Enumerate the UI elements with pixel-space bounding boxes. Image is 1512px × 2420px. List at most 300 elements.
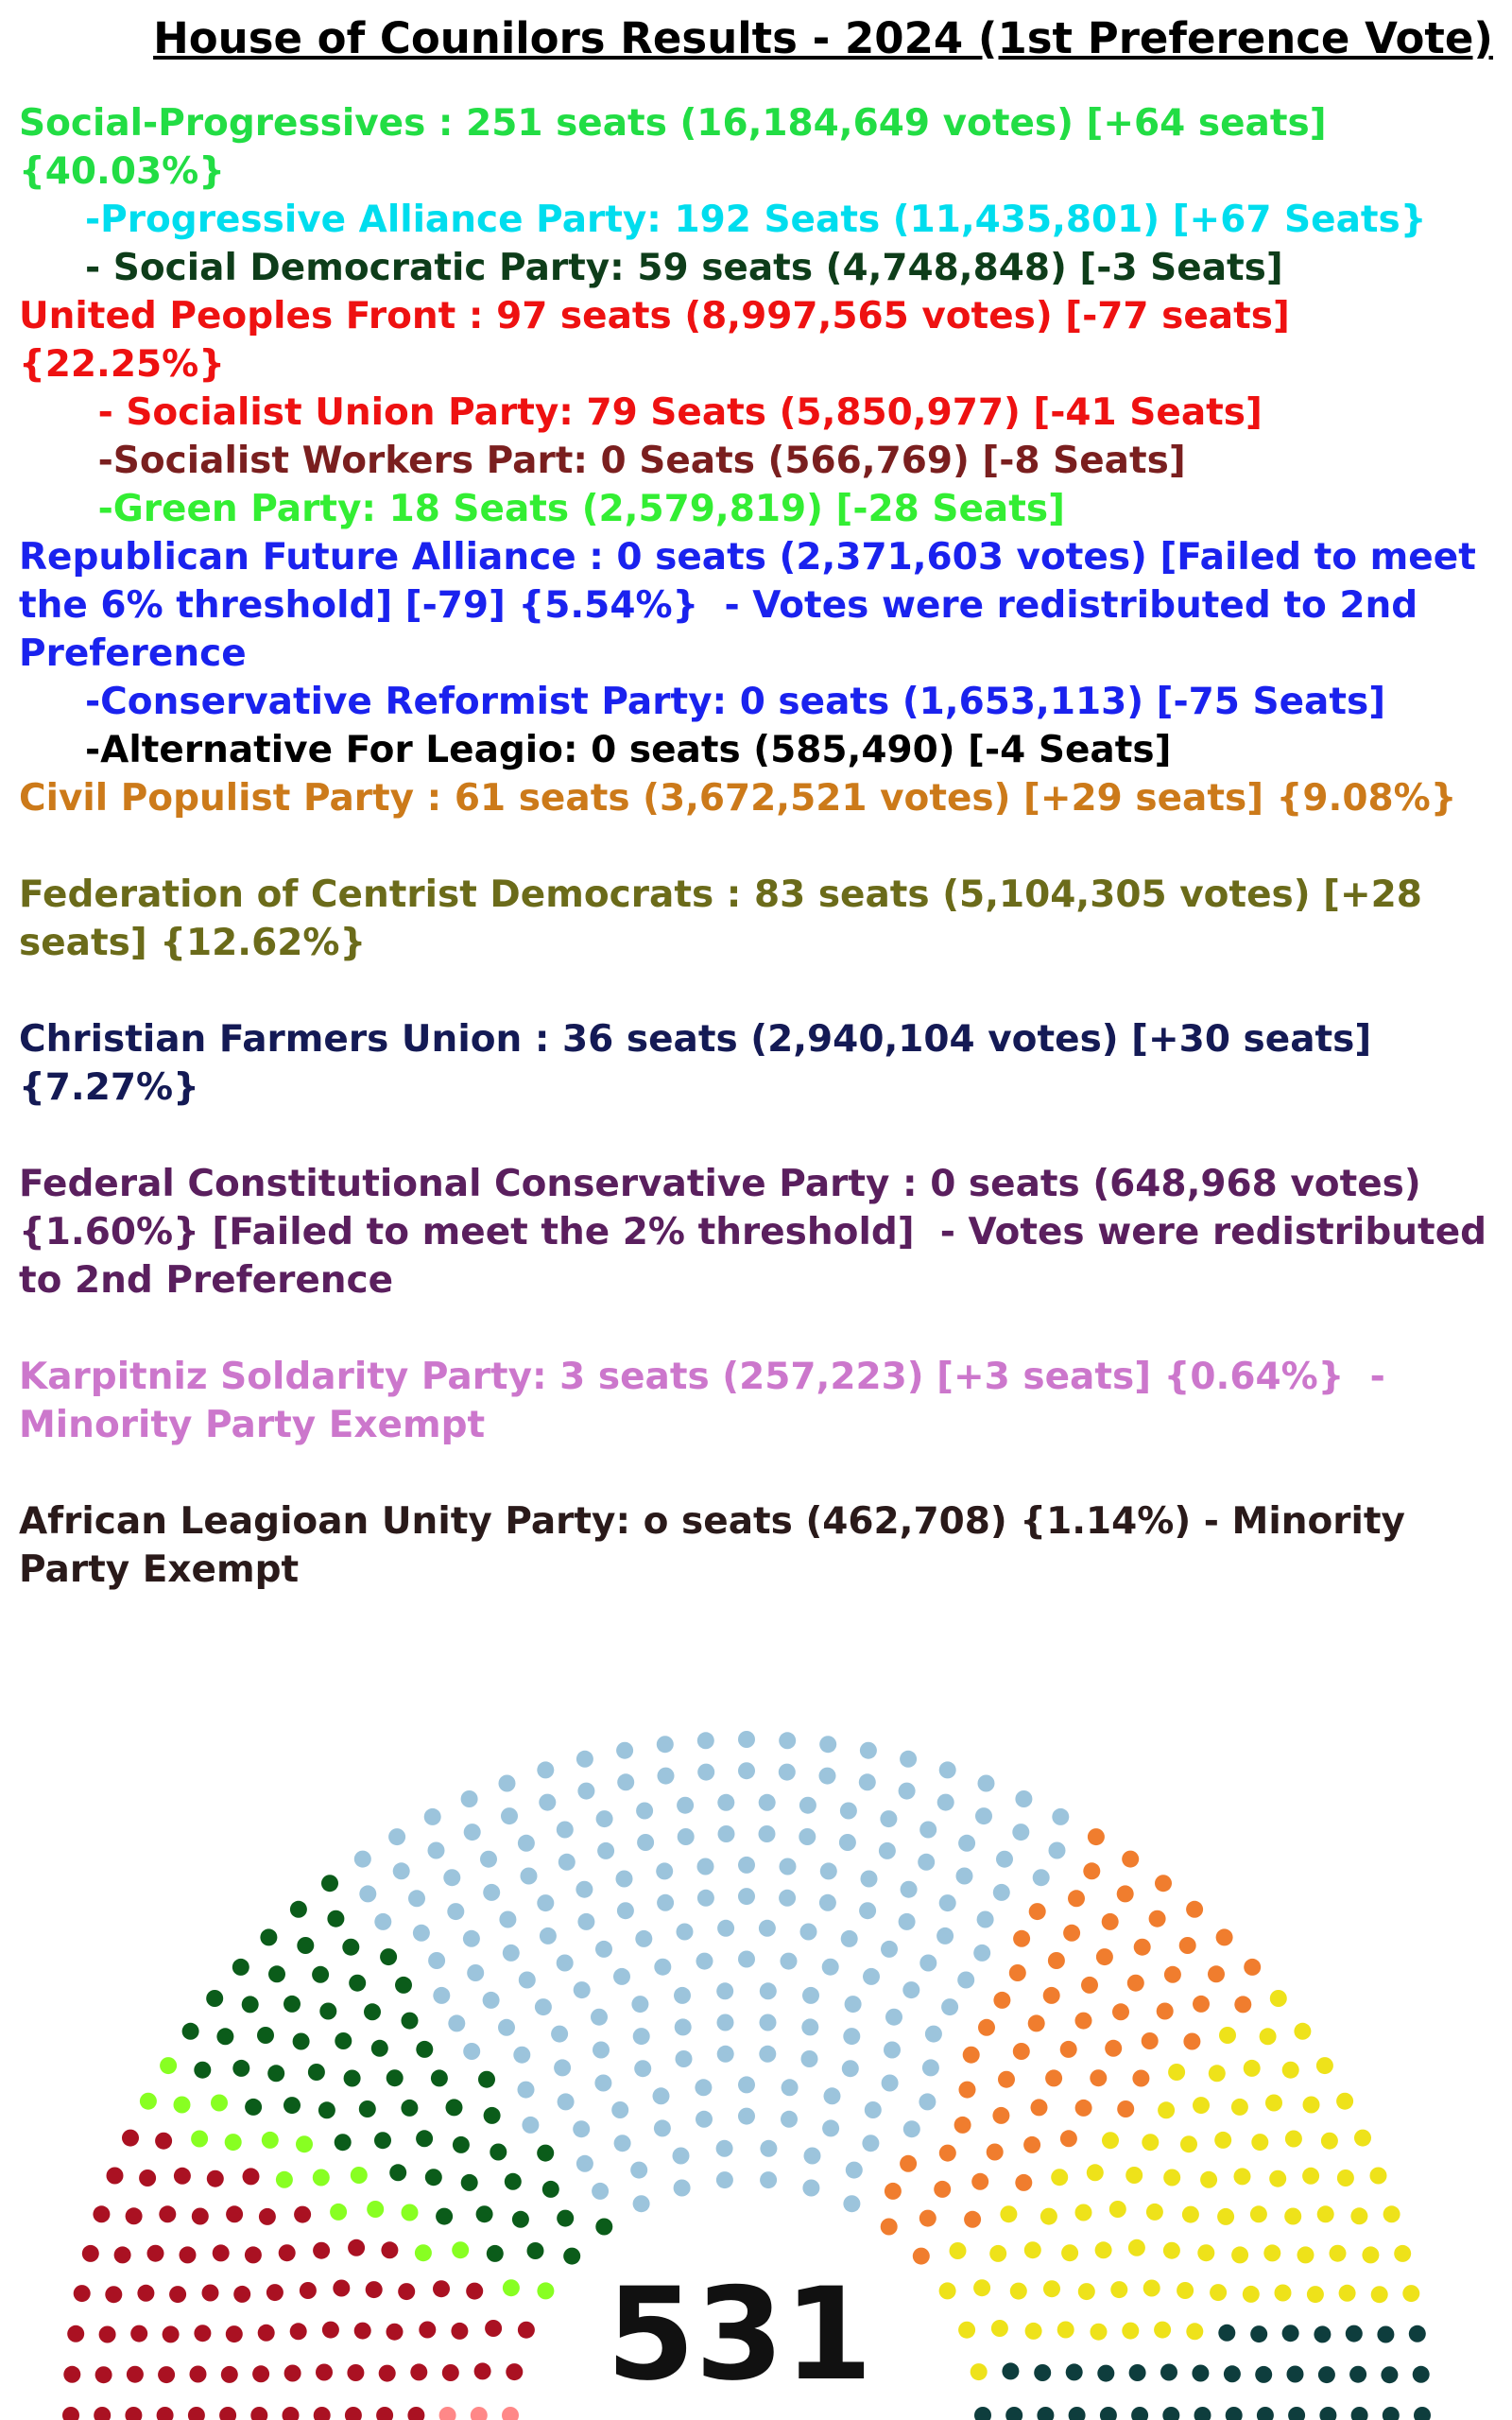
seat-dot — [1090, 2069, 1107, 2086]
seat-dot — [342, 1939, 359, 1956]
seat-dot — [348, 2239, 365, 2256]
seat-dot — [554, 2059, 571, 2076]
seat-dot — [593, 2042, 610, 2059]
seat-dot — [1168, 2064, 1185, 2081]
spacer — [19, 1112, 1503, 1160]
seat-dot — [843, 2195, 860, 2212]
seat-dot — [993, 1992, 1010, 2009]
seat-dot — [557, 2210, 574, 2227]
seat-dot — [577, 1783, 594, 1800]
seat-dot — [259, 2208, 276, 2225]
seat-dot — [592, 2183, 609, 2200]
seat-dot — [594, 2075, 611, 2092]
seat-dot — [1049, 1842, 1066, 1859]
seat-dot — [499, 1775, 516, 1792]
seat-dot — [371, 2040, 388, 2057]
seat-dot — [824, 2087, 841, 2104]
seat-dot — [1269, 2170, 1286, 2187]
seat-dot — [1081, 1977, 1098, 1994]
seat-dot — [424, 1808, 441, 1825]
seat-dot — [654, 2119, 671, 2136]
seat-dot — [330, 2204, 347, 2221]
seat-dot — [537, 2145, 554, 2162]
seat-dot — [799, 1797, 816, 1814]
seat-dot — [950, 2242, 967, 2259]
seat-dot — [978, 1775, 995, 1792]
seat-dot — [1182, 2206, 1199, 2223]
seat-dot — [936, 1927, 954, 1945]
seat-dot — [1155, 1875, 1172, 1892]
seat-dot — [677, 1797, 694, 1814]
seat-dot — [839, 1834, 856, 1851]
seat-dot — [476, 2205, 493, 2222]
sub-party-result: -Green Party: 18 Seats (2,579,819) [-28 Seats] — [85, 488, 1065, 530]
seat-dot — [576, 1881, 593, 1898]
seat-dot — [519, 1972, 536, 1989]
seat-dot — [1234, 1996, 1251, 2013]
seat-dot — [1316, 2057, 1333, 2074]
seat-dot — [503, 1945, 520, 1962]
seat-dot — [518, 2082, 535, 2099]
seat-dot — [174, 2097, 191, 2114]
seat-dot — [879, 1842, 896, 1859]
seat-dot — [845, 1996, 862, 2013]
party-result: Civil Populist Party : 61 seats (3,672,521 votes) [+29 seats] {9.08%} — [19, 777, 1457, 820]
seat-dot — [260, 1928, 277, 1945]
seat-dot — [654, 1959, 671, 1976]
seat-dot — [1383, 2205, 1400, 2222]
seat-dot — [925, 2026, 942, 2043]
seat-dot — [467, 1964, 484, 1981]
results-list — [19, 99, 1503, 1594]
seat-dot — [634, 2060, 651, 2077]
seat-dot — [1317, 2205, 1334, 2222]
seat-dot — [160, 2057, 177, 2074]
seat-dot — [899, 1783, 916, 1800]
spacer — [19, 1305, 1503, 1353]
seat-dot — [697, 1858, 714, 1876]
seat-dot — [296, 2135, 313, 2152]
spacer — [19, 1449, 1503, 1497]
seat-dot — [717, 2014, 734, 2031]
seat-dot — [919, 2210, 936, 2227]
seat-dot — [841, 1930, 858, 1947]
seat-dot — [1134, 1939, 1151, 1956]
seat-dot — [527, 2242, 544, 2259]
seat-dot — [822, 1959, 839, 1976]
seat-dot — [958, 1835, 975, 1852]
seat-dot — [1350, 2207, 1367, 2224]
seat-dot — [738, 1888, 755, 1905]
seat-dot — [992, 2107, 1009, 2124]
seat-dot — [718, 1825, 735, 1842]
seat-dot — [1075, 2013, 1092, 2030]
seat-dot — [308, 2064, 325, 2081]
seat-dot — [389, 2164, 406, 2181]
seat-dot — [499, 1911, 516, 1928]
seat-dot — [717, 2046, 734, 2063]
seat-dot — [881, 2219, 898, 2236]
seat-dot — [738, 1762, 755, 1779]
seat-dot — [1354, 2130, 1371, 2147]
seat-dot — [779, 1732, 796, 1749]
seat-dot — [843, 2028, 860, 2045]
party-result: United Peoples Front : 97 seats (8,997,565 votes) [-77 seats] {22.25%} — [19, 295, 1303, 386]
seat-dot — [657, 1894, 674, 1911]
seat-dot — [107, 2168, 124, 2185]
seat-dot — [501, 1807, 518, 1824]
seat-dot — [1251, 2134, 1268, 2151]
seat-dot — [760, 2140, 777, 2157]
seat-dot — [257, 2027, 274, 2044]
seat-dot — [656, 1862, 673, 1879]
seat-dot — [859, 1902, 876, 1919]
seat-dot — [987, 2144, 1004, 2161]
seat-dot — [799, 1828, 816, 1845]
seat-dot — [1285, 2131, 1302, 2148]
seat-dot — [537, 1761, 554, 1778]
seat-dot — [268, 1965, 285, 1982]
seat-dot — [900, 1751, 917, 1768]
seat-dot — [276, 2171, 293, 2188]
seat-dot — [93, 2205, 110, 2222]
seat-dot — [939, 2145, 956, 2162]
seat-dot — [1186, 1901, 1203, 1918]
seat-dot — [1214, 2132, 1231, 2149]
seat-dot — [963, 2047, 980, 2064]
seat-dot — [126, 2207, 143, 2224]
seat-dot — [633, 2195, 650, 2212]
seat-dot — [1060, 2130, 1077, 2147]
seat-dot — [716, 1982, 733, 1999]
seat-dot — [1142, 2032, 1159, 2049]
seat-dot — [207, 2170, 224, 2187]
seat-dot — [428, 1842, 445, 1859]
seat-dot — [697, 1764, 714, 1781]
seat-dot — [1051, 2169, 1068, 2186]
seat-dot — [759, 2046, 776, 2063]
seat-dot — [1028, 2014, 1045, 2031]
seat-dot — [539, 1794, 556, 1811]
seat-dot — [558, 1854, 576, 1871]
seat-dot — [335, 2032, 352, 2049]
seat-dot — [359, 2100, 376, 2118]
seat-dot — [447, 1903, 464, 1920]
seat-dot — [860, 1742, 877, 1759]
seat-dot — [192, 2208, 209, 2225]
seat-dot — [1244, 1959, 1261, 1976]
seat-dot — [616, 1871, 633, 1888]
seat-dot — [1370, 2168, 1387, 2185]
seat-dot — [297, 1937, 314, 1954]
seat-dot — [697, 1732, 714, 1749]
seat-dot — [245, 2099, 262, 2116]
seat-dot — [861, 1871, 878, 1888]
seat-dot — [738, 2108, 755, 2125]
seat-dot — [1216, 1928, 1233, 1945]
seat-dot — [416, 2041, 433, 2058]
seat-dot — [1013, 1930, 1030, 1947]
seat-dot — [364, 2003, 381, 2020]
seat-dot — [1102, 1913, 1119, 1930]
seat-dot — [902, 1981, 919, 1998]
seat-dot — [573, 2120, 590, 2137]
seat-dot — [393, 1862, 410, 1879]
seat-dot — [537, 1894, 554, 1911]
seat-dot — [674, 1987, 691, 2004]
seat-dot — [631, 1996, 648, 2013]
seat-dot — [1024, 2241, 1041, 2258]
seat-dot — [242, 1996, 259, 2013]
seat-dot — [759, 1920, 776, 1937]
seat-dot — [1102, 2132, 1119, 2149]
seat-dot — [901, 1881, 918, 1898]
seat-dot — [401, 2100, 418, 2117]
seat-dot — [313, 2242, 330, 2259]
seat-dot — [597, 1842, 614, 1859]
seat-dot — [216, 2028, 233, 2045]
seat-dot — [542, 2181, 559, 2198]
seat-dot — [387, 2069, 404, 2086]
seat-dot — [717, 1794, 734, 1811]
seat-dot — [577, 1913, 594, 1930]
seat-dot — [558, 2093, 575, 2110]
seat-dot — [591, 2009, 608, 2026]
seat-dot — [696, 1953, 713, 1970]
seat-dot — [802, 1987, 819, 2004]
seat-dot — [1337, 2169, 1354, 2187]
seat-dot — [880, 1810, 897, 1827]
seat-dot — [846, 2162, 863, 2179]
seat-dot — [226, 2205, 243, 2222]
seat-dot — [840, 1803, 857, 1820]
seat-dot — [1179, 1937, 1196, 1954]
seat-dot — [490, 2144, 507, 2161]
seat-dot — [1128, 2239, 1145, 2256]
seat-dot — [461, 1790, 478, 1807]
seat-dot — [428, 1952, 445, 1969]
seat-dot — [596, 1810, 613, 1827]
seat-dot — [446, 2099, 463, 2116]
seat-dot — [535, 1998, 552, 2015]
seat-dot — [1075, 2100, 1092, 2117]
seat-dot — [478, 2071, 495, 2088]
seat-dot — [779, 1764, 796, 1781]
seat-dot — [964, 2211, 981, 2228]
seat-dot — [802, 2180, 819, 2197]
seat-dot — [463, 1930, 480, 1947]
seat-dot — [616, 1742, 633, 1759]
seat-dot — [321, 1875, 338, 1892]
seat-dot — [738, 1951, 755, 1968]
seat-dot — [395, 1977, 412, 1994]
seat-dot — [1068, 1890, 1085, 1907]
seat-dot — [1109, 2201, 1126, 2218]
seat-dot — [716, 2171, 733, 2188]
seat-dot — [359, 1885, 376, 1902]
seat-dot — [804, 2148, 821, 2165]
party-result: Republican Future Alliance : 0 seats (2,371,603 votes) [Failed to meet the 6% threshold] [-79] {5.54%} - Votes were redistributed to 2nd Preference — [19, 536, 1489, 675]
seat-dot — [1045, 2069, 1062, 2086]
seat-dot — [483, 1884, 500, 1901]
seat-dot — [696, 2111, 713, 2128]
seat-dot — [367, 2201, 384, 2218]
seat-dot — [673, 2148, 690, 2165]
seat-dot — [443, 1869, 460, 1886]
seat-dot — [760, 1982, 777, 1999]
sub-party-result: -Conservative Reformist Party: 0 seats (1,653,113) [-75 Seats] — [85, 681, 1386, 723]
seat-dot — [595, 1941, 612, 1958]
seat-dot — [697, 1890, 714, 1907]
seat-dot — [484, 2107, 501, 2124]
seat-dot — [312, 1966, 329, 1983]
seat-dot — [1033, 1869, 1050, 1886]
seat-dot — [155, 2133, 172, 2150]
seat-dot — [522, 2117, 539, 2134]
seat-dot — [284, 1996, 301, 2013]
seat-dot — [513, 2047, 530, 2064]
seat-dot — [557, 1955, 574, 1972]
seat-dot — [483, 1992, 500, 2009]
seat-dot — [1083, 1862, 1100, 1879]
seat-dot — [267, 2065, 284, 2082]
seat-dot — [617, 1902, 634, 1919]
seat-dot — [998, 2071, 1015, 2088]
seat-dot — [1052, 1808, 1069, 1825]
seat-dot — [1117, 2100, 1134, 2118]
seat-dot — [630, 2162, 647, 2179]
seat-dot — [388, 1828, 405, 1845]
sub-party-result: -Socialist Workers Part: 0 Seats (566,769) [-8 Seats] — [85, 440, 1186, 482]
seat-dot — [819, 1736, 836, 1753]
seat-dot — [1105, 2040, 1122, 2057]
seat-dot — [574, 1981, 591, 1998]
seat-dot — [1219, 2027, 1236, 2044]
seat-dot — [595, 2219, 612, 2236]
seat-dot — [780, 1858, 797, 1876]
seat-dot — [1244, 2060, 1261, 2077]
sub-party-result: -Alternative For Leagio: 0 seats (585,490) [-4 Seats] — [85, 729, 1172, 771]
seat-dot — [934, 2181, 951, 2198]
seat-dot — [614, 2135, 631, 2152]
seat-dot — [1125, 2167, 1143, 2184]
seat-dot — [738, 1731, 755, 1748]
seat-dot — [211, 2095, 228, 2112]
seat-dot — [1270, 1990, 1287, 2007]
seat-dot — [139, 2169, 156, 2187]
seat-dot — [633, 2028, 650, 2045]
seat-dot — [436, 2208, 453, 2225]
seat-dot — [993, 1884, 1010, 1901]
seat-dot — [232, 1959, 249, 1976]
seat-dot — [576, 2155, 593, 2172]
seat-dot — [759, 1825, 776, 1842]
seat-dot — [453, 2136, 470, 2153]
seat-dot — [1284, 2208, 1301, 2225]
seat-dot — [919, 2093, 936, 2110]
seat-dot — [800, 1924, 817, 1941]
seat-dot — [885, 2009, 902, 2026]
seat-dot — [480, 1851, 497, 1868]
seat-dot — [819, 1768, 836, 1785]
seat-dot — [919, 1822, 936, 1839]
seat-dot — [354, 1851, 371, 1868]
seat-dot — [1122, 1851, 1139, 1868]
seat-dot — [676, 2050, 693, 2067]
seat-dot — [290, 1901, 307, 1918]
seat-dot — [1095, 2241, 1112, 2258]
seat-dot — [1183, 2033, 1200, 2050]
seat-dot — [1015, 1790, 1032, 1807]
seat-dot — [431, 2069, 448, 2086]
seat-dot — [318, 2101, 335, 2118]
seat-dot — [842, 2060, 859, 2077]
seat-dot — [1193, 1996, 1210, 2013]
seat-dot — [1146, 2204, 1163, 2221]
seat-dot — [461, 2174, 478, 2191]
seat-dot — [1265, 2095, 1282, 2112]
seat-dot — [859, 1773, 876, 1790]
seat-dot — [521, 1868, 538, 1885]
seat-dot — [1149, 1910, 1166, 1927]
seat-dot — [1142, 2134, 1159, 2151]
seat-dot — [498, 2019, 515, 2036]
seat-dot — [801, 2018, 818, 2035]
seat-dot — [781, 1953, 798, 1970]
seat-dot — [954, 2117, 971, 2134]
seat-dot — [918, 1854, 935, 1871]
party-result: Social-Progressives : 251 seats (16,184,649 votes) [+64 seats] {40.03%} — [19, 102, 1340, 193]
seat-dot — [941, 1998, 958, 2015]
spacer — [19, 822, 1503, 871]
seat-dot — [464, 1824, 481, 1841]
seat-dot — [716, 2140, 733, 2157]
seat-dot — [617, 1773, 634, 1790]
seat-dot — [822, 2119, 839, 2136]
total-seats: 531 — [606, 2260, 873, 2409]
seat-dot — [1063, 1925, 1080, 1942]
seat-dot — [1200, 2171, 1217, 2188]
seat-dot — [973, 1945, 990, 1962]
seat-dot — [613, 1968, 630, 1985]
seat-dot — [760, 2171, 777, 2188]
seat-dot — [900, 2155, 917, 2172]
seat-dot — [448, 2014, 465, 2031]
seat-dot — [1117, 1885, 1134, 1902]
seat-dot — [1132, 2070, 1149, 2087]
seat-dot — [1096, 1948, 1113, 1965]
seat-dot — [1015, 2174, 1032, 2191]
seat-dot — [820, 1862, 837, 1879]
seat-dot — [959, 2082, 976, 2099]
seat-dot — [551, 2026, 568, 2043]
seat-dot — [635, 1930, 652, 1947]
seat-dot — [1158, 2101, 1175, 2118]
seat-dot — [884, 2042, 901, 2059]
seat-dot — [782, 2079, 799, 2096]
seat-dot — [996, 1851, 1013, 1868]
seat-dot — [262, 2132, 279, 2149]
seat-dot — [402, 2204, 419, 2221]
seat-dot — [653, 2087, 670, 2104]
party-result: Federal Constitutional Conservative Party : 0 seats (648,968 votes) {1.60%} [Failed to meet the 2% threshold] - Votes were redistributed to 2nd Preference — [19, 1163, 1500, 1302]
seat-dot — [344, 2070, 361, 2087]
seat-dot — [174, 2168, 191, 2185]
seat-dot — [349, 1975, 366, 1992]
seat-dot — [576, 1751, 593, 1768]
seat-dot — [1040, 2208, 1057, 2225]
seat-dot — [865, 2101, 882, 2118]
